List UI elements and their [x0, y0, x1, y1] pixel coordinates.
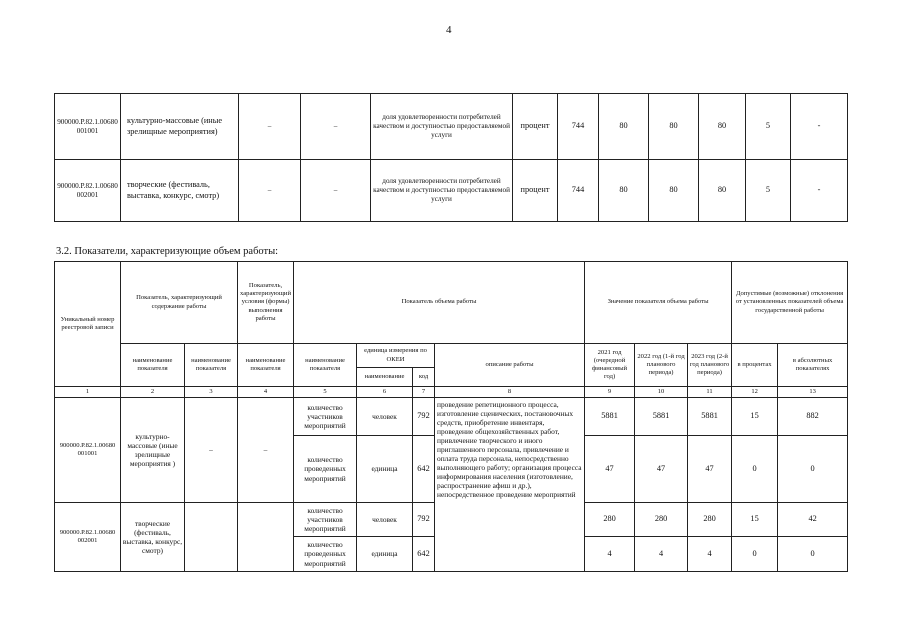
deviation-absolute: 882 — [778, 398, 848, 436]
quality-indicators-table — [54, 93, 848, 222]
registry-number: 900000.Р.82.1.00680 001001 — [55, 94, 121, 160]
deviation-percent: 5 — [746, 94, 791, 160]
value-2021: 80 — [599, 94, 649, 160]
okei-code: 744 — [558, 160, 599, 222]
cell-col4: – — [301, 160, 371, 222]
registry-number: 900000.Р.82.1.00680 002001 — [55, 503, 121, 572]
unit-name: процент — [513, 160, 558, 222]
category-name: культурно-массовые (иные зрелищные мероприятия ) — [121, 398, 185, 503]
unit-name: единица — [357, 537, 413, 572]
value-2023: 280 — [688, 503, 732, 537]
header-in-absolute: в абсолютных показателях — [778, 344, 848, 387]
cell-col3: – — [185, 398, 238, 503]
unit-name: человек — [357, 503, 413, 537]
column-number: 8 — [435, 387, 585, 398]
okei-code: 642 — [413, 436, 435, 503]
value-2022: 80 — [649, 160, 699, 222]
deviation-absolute: - — [791, 94, 848, 160]
cell-col3: – — [239, 94, 301, 160]
deviation-absolute: - — [791, 160, 848, 222]
category-name: культурно-массовые (иные зрелищные мероприятия) — [121, 94, 239, 160]
deviation-percent: 15 — [732, 398, 778, 436]
registry-number: 900000.Р.82.1.00680 001001 — [55, 398, 121, 503]
value-2022: 47 — [635, 436, 688, 503]
unit-name: человек — [357, 398, 413, 436]
value-2023: 4 — [688, 537, 732, 572]
header-okei-name: наименование — [357, 368, 413, 387]
value-2021: 280 — [585, 503, 635, 537]
indicator-name: количество проведенных мероприятий — [294, 537, 357, 572]
header-okei-code: код — [413, 368, 435, 387]
deviation-absolute: 42 — [778, 503, 848, 537]
cell-col4 — [238, 503, 294, 572]
volume-indicators-table — [54, 261, 848, 572]
indicator-name: количество участников мероприятий — [294, 503, 357, 537]
indicator-name: количество участников мероприятий — [294, 398, 357, 436]
value-2022: 80 — [649, 94, 699, 160]
column-number: 12 — [732, 387, 778, 398]
deviation-percent: 0 — [732, 436, 778, 503]
deviation-percent: 0 — [732, 537, 778, 572]
column-number: 9 — [585, 387, 635, 398]
cell-col3 — [185, 503, 238, 572]
table-row — [55, 398, 848, 436]
value-2023: 80 — [699, 160, 746, 222]
cell-col3: – — [239, 160, 301, 222]
deviation-percent: 5 — [746, 160, 791, 222]
column-number: 4 — [238, 387, 294, 398]
header-volume-indicator: Показатель объема работы — [294, 262, 585, 344]
header-name: наименование показателя — [185, 344, 238, 387]
header-deviations: Допустимые (возможные) отклонения от установленных показателей объема государственной работы — [732, 262, 848, 344]
column-number: 1 — [55, 387, 121, 398]
column-number: 10 — [635, 387, 688, 398]
table-row — [55, 94, 848, 160]
header-conditions: Показатель, характеризующий условия (формы) выполнения работы — [238, 262, 294, 344]
indicator-name: доля удовлетворенности потребителей качеством и доступностью предоставляемой услуги — [371, 94, 513, 160]
category-name: творческие (фестиваль, выставка, конкурс, смотр) — [121, 160, 239, 222]
value-2021: 47 — [585, 436, 635, 503]
header-year-2022: 2022 год (1-й год планового периода) — [635, 344, 688, 387]
section-title: 3.2. Показатели, характеризующие объем работы: — [56, 246, 279, 257]
column-number: 3 — [185, 387, 238, 398]
value-2021: 4 — [585, 537, 635, 572]
okei-code: 642 — [413, 537, 435, 572]
header-name: наименование показателя — [238, 344, 294, 387]
cell-col4: – — [301, 94, 371, 160]
indicator-name: количество проведенных мероприятий — [294, 436, 357, 503]
value-2022: 4 — [635, 537, 688, 572]
page-number: 4 — [446, 24, 452, 36]
value-2023: 47 — [688, 436, 732, 503]
okei-code: 744 — [558, 94, 599, 160]
header-year-2021: 2021 год (очередной финансовый год) — [585, 344, 635, 387]
table-row — [55, 160, 848, 222]
value-2023: 5881 — [688, 398, 732, 436]
header-indicator-name: наименование показателя — [294, 344, 357, 387]
unit-name: единица — [357, 436, 413, 503]
cell-col4: – — [238, 398, 294, 503]
value-2022: 5881 — [635, 398, 688, 436]
column-number: 7 — [413, 387, 435, 398]
deviation-absolute: 0 — [778, 436, 848, 503]
header-volume-values: Значение показателя объема работы — [585, 262, 732, 344]
value-2021: 5881 — [585, 398, 635, 436]
column-number: 2 — [121, 387, 185, 398]
header-row — [55, 344, 848, 368]
column-number: 6 — [357, 387, 413, 398]
work-description: проведение репетиционного процесса, изготовление сценических, постановочных средств, приобретение инвентаря, проведение общехозяйственных работ, привлечение творческого и иного приглашенного персонала, привлечение и оплата труда персонала, непосредственно выполняющего работу; организация процесса информирования населения (изготовление, распространение афиш и др.), непосредственное проведение мероприятий — [435, 398, 585, 572]
value-2022: 280 — [635, 503, 688, 537]
deviation-percent: 15 — [732, 503, 778, 537]
column-number: 13 — [778, 387, 848, 398]
value-2023: 80 — [699, 94, 746, 160]
indicator-name: доля удовлетворенности потребителей качеством и доступностью предоставляемой услуги — [371, 160, 513, 222]
header-registry: Уникальный номер реестровой записи — [55, 262, 121, 387]
header-year-2023: 2023 год (2-й год планового периода) — [688, 344, 732, 387]
unit-name: процент — [513, 94, 558, 160]
column-number: 11 — [688, 387, 732, 398]
value-2021: 80 — [599, 160, 649, 222]
header-name: наименование показателя — [121, 344, 185, 387]
registry-number: 900000.Р.82.1.00680 002001 — [55, 160, 121, 222]
header-content: Показатель, характеризующий содержание работы — [121, 262, 238, 344]
header-row — [55, 262, 848, 344]
column-number-row — [55, 387, 848, 398]
header-work-description: описание работы — [435, 344, 585, 387]
deviation-absolute: 0 — [778, 537, 848, 572]
okei-code: 792 — [413, 503, 435, 537]
column-number: 5 — [294, 387, 357, 398]
header-okei-unit: единица измерения по ОКЕИ — [357, 344, 435, 368]
header-in-percent: в процентах — [732, 344, 778, 387]
okei-code: 792 — [413, 398, 435, 436]
category-name: творческие (фестиваль, выставка, конкурс, смотр) — [121, 503, 185, 572]
